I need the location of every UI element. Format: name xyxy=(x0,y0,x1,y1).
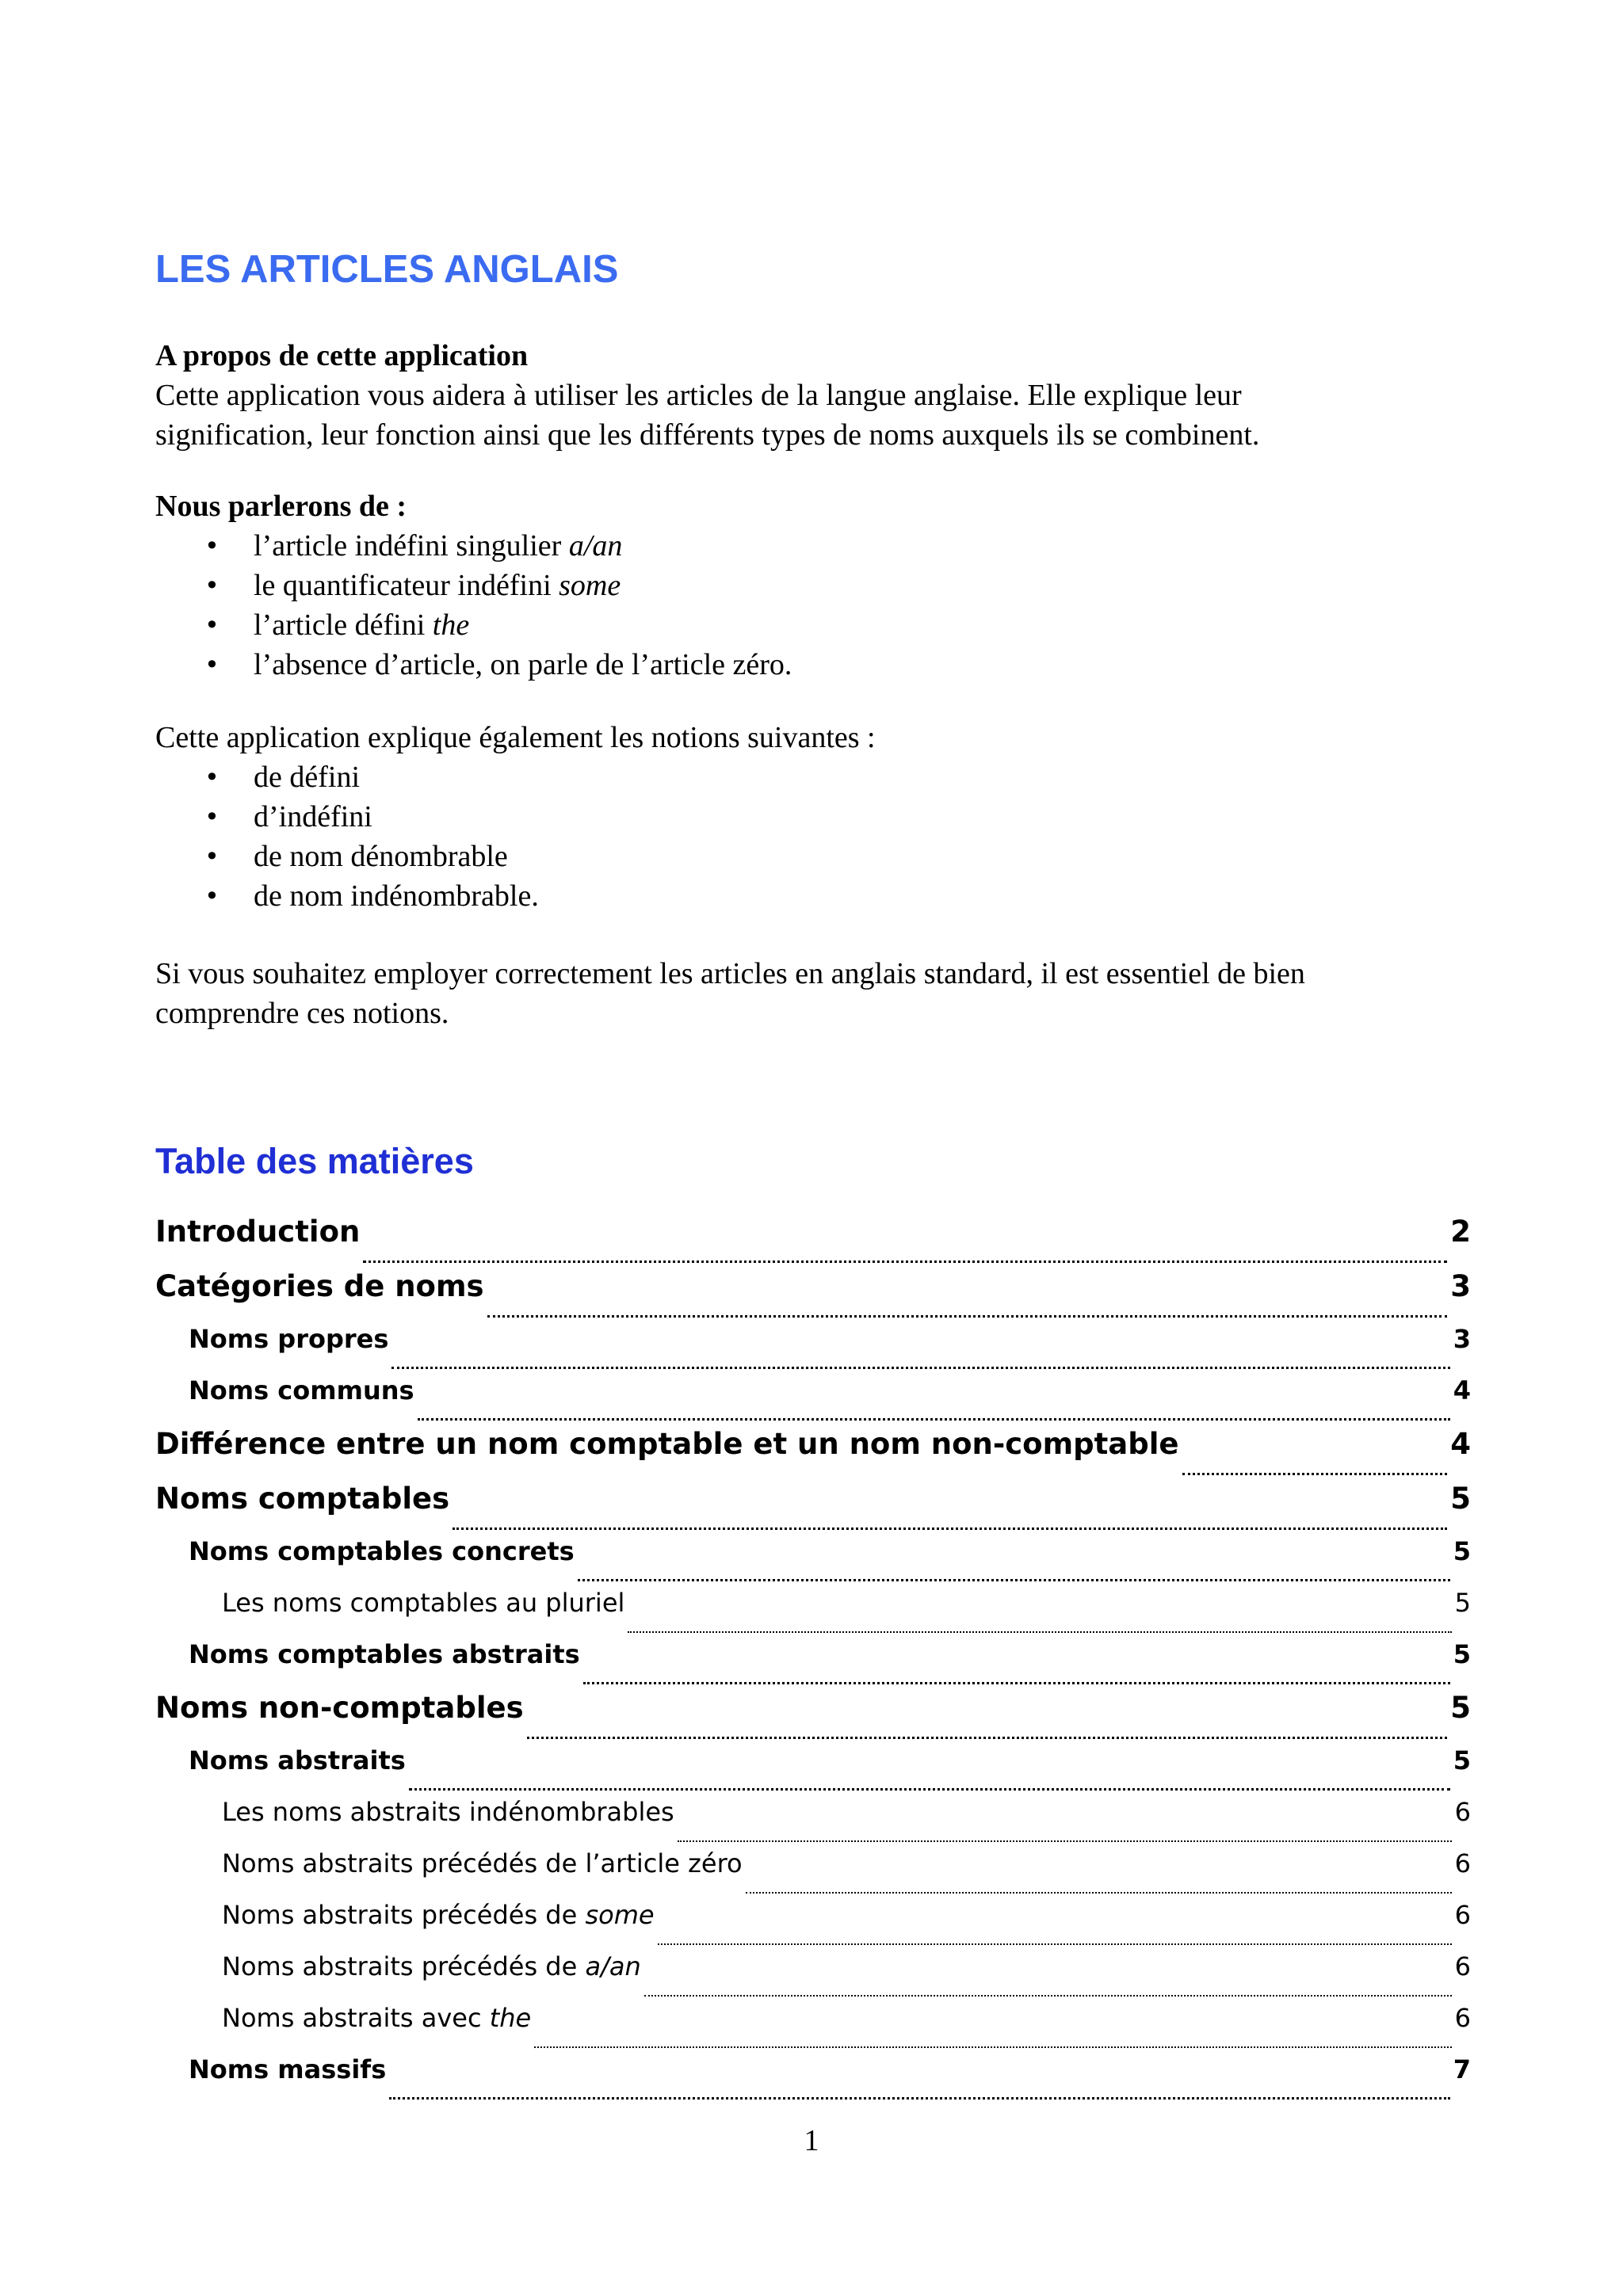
toc-leader-dots xyxy=(391,1367,1449,1369)
closing-line-2: comprendre ces notions. xyxy=(155,997,449,1030)
toc-leader-dots xyxy=(578,1579,1450,1581)
closing-section xyxy=(155,954,1471,1033)
list-item: • de nom indénombrable. xyxy=(155,876,1471,916)
toc-entry-label: Noms abstraits avec the xyxy=(222,2003,532,2033)
toc-entry-label: Noms massifs xyxy=(189,2054,387,2084)
toc-leader-dots xyxy=(409,1788,1450,1791)
toc-entry-page: 3 xyxy=(1450,1269,1471,1303)
toc-entry-label: Noms comptables abstraits xyxy=(189,1639,580,1669)
toc-leader-dots xyxy=(389,2097,1449,2100)
list-item: • l’article indéfini singulier a/an xyxy=(155,526,1471,566)
list-item: • le quantificateur indéfini some xyxy=(155,566,1471,605)
toc-entry-page: 5 xyxy=(1454,1588,1471,1618)
toc-entry-page: 4 xyxy=(1450,1427,1471,1461)
toc-entry-page: 5 xyxy=(1450,1691,1471,1725)
toc-entry-label: Noms communs xyxy=(189,1375,414,1405)
table-of-contents xyxy=(155,1215,1471,2106)
toc-leader-dots xyxy=(453,1527,1447,1530)
toc-entry[interactable] xyxy=(155,1536,1471,1588)
list-item: • l’article défini the xyxy=(155,605,1471,645)
toc-entry[interactable] xyxy=(155,1900,1471,1951)
notions-section xyxy=(155,718,1471,916)
toc-entry-page: 5 xyxy=(1453,1639,1471,1669)
list-item: • l’absence d’article, on parle de l’article zéro. xyxy=(155,645,1471,685)
toc-entry[interactable] xyxy=(155,1269,1471,1324)
toc-entry-label: Noms comptables xyxy=(155,1482,450,1516)
toc-title: Table des matières xyxy=(155,1141,474,1181)
toc-entry[interactable] xyxy=(155,2054,1471,2106)
toc-leader-dots xyxy=(678,1840,1452,1842)
topics-section xyxy=(155,486,1471,685)
toc-entry-page: 6 xyxy=(1454,1797,1471,1827)
notions-list xyxy=(155,757,1471,916)
toc-leader-dots xyxy=(746,1892,1452,1894)
document-title: LES ARTICLES ANGLAIS xyxy=(155,248,619,291)
toc-entry-label: Noms abstraits précédés de a/an xyxy=(222,1951,641,1981)
toc-entry[interactable] xyxy=(155,1691,1471,1745)
notions-intro: Cette application explique également les notions suivantes : xyxy=(155,721,876,754)
toc-entry-page: 3 xyxy=(1453,1324,1471,1354)
toc-entry-label: Noms abstraits précédés de l’article zéro xyxy=(222,1848,743,1878)
toc-entry-page: 2 xyxy=(1450,1215,1471,1249)
toc-leader-dots xyxy=(534,2046,1451,2048)
toc-entry[interactable] xyxy=(155,1588,1471,1639)
toc-entry-page: 7 xyxy=(1453,2054,1471,2084)
toc-entry-label: Les noms abstraits indénombrables xyxy=(222,1797,674,1827)
toc-leader-dots xyxy=(527,1737,1448,1739)
toc-entry-label: Noms abstraits xyxy=(189,1745,406,1775)
toc-entry[interactable] xyxy=(155,1797,1471,1848)
toc-leader-dots xyxy=(363,1261,1447,1263)
toc-entry-label: Noms abstraits précédés de some xyxy=(222,1900,655,1930)
toc-leader-dots xyxy=(583,1682,1450,1684)
toc-entry[interactable] xyxy=(155,2003,1471,2054)
toc-entry[interactable] xyxy=(155,1427,1471,1482)
toc-entry-label: Catégories de noms xyxy=(155,1269,484,1303)
topics-list xyxy=(155,526,1471,685)
toc-entry-page: 4 xyxy=(1453,1375,1471,1405)
toc-entry[interactable] xyxy=(155,1215,1471,1269)
toc-leader-dots xyxy=(418,1418,1450,1421)
about-line-1: Cette application vous aidera à utiliser les articles de la langue anglaise. Elle explique leur xyxy=(155,379,1242,412)
about-line-2: signification, leur fonction ainsi que les différents types de noms auxquels ils se combinent. xyxy=(155,418,1260,452)
page-number: 1 xyxy=(804,2124,819,2157)
toc-leader-dots xyxy=(644,1995,1452,1997)
toc-entry-label: Les noms comptables au pluriel xyxy=(222,1588,625,1618)
toc-entry[interactable] xyxy=(155,1375,1471,1427)
toc-entry-page: 5 xyxy=(1450,1482,1471,1516)
toc-entry[interactable] xyxy=(155,1639,1471,1691)
toc-entry-label: Introduction xyxy=(155,1215,361,1249)
toc-entry-label: Noms non-comptables xyxy=(155,1691,524,1725)
toc-entry[interactable] xyxy=(155,1745,1471,1797)
list-item: • d’indéfini xyxy=(155,797,1471,837)
toc-entry[interactable] xyxy=(155,1482,1471,1536)
toc-leader-dots xyxy=(628,1631,1451,1633)
toc-entry-page: 6 xyxy=(1454,2003,1471,2033)
toc-leader-dots xyxy=(658,1943,1452,1945)
toc-entry-page: 6 xyxy=(1454,1900,1471,1930)
toc-leader-dots xyxy=(1182,1473,1448,1475)
toc-entry-page: 5 xyxy=(1453,1536,1471,1566)
closing-line-1: Si vous souhaitez employer correctement les articles en anglais standard, il est essentiel de bien xyxy=(155,957,1305,990)
toc-entry-page: 5 xyxy=(1453,1745,1471,1775)
about-section xyxy=(155,336,1471,455)
toc-entry-label: Différence entre un nom comptable et un nom non-comptable xyxy=(155,1427,1179,1461)
toc-entry[interactable] xyxy=(155,1848,1471,1900)
toc-entry[interactable] xyxy=(155,1324,1471,1375)
toc-entry[interactable] xyxy=(155,1951,1471,2003)
toc-entry-label: Noms comptables concrets xyxy=(189,1536,575,1566)
toc-entry-page: 6 xyxy=(1454,1951,1471,1981)
toc-leader-dots xyxy=(487,1315,1448,1318)
toc-entry-page: 6 xyxy=(1454,1848,1471,1878)
list-item: • de nom dénombrable xyxy=(155,837,1471,876)
list-item: • de défini xyxy=(155,757,1471,797)
toc-entry-label: Noms propres xyxy=(189,1324,389,1354)
about-heading: A propos de cette application xyxy=(155,339,529,372)
topics-heading: Nous parlerons de : xyxy=(155,490,407,523)
